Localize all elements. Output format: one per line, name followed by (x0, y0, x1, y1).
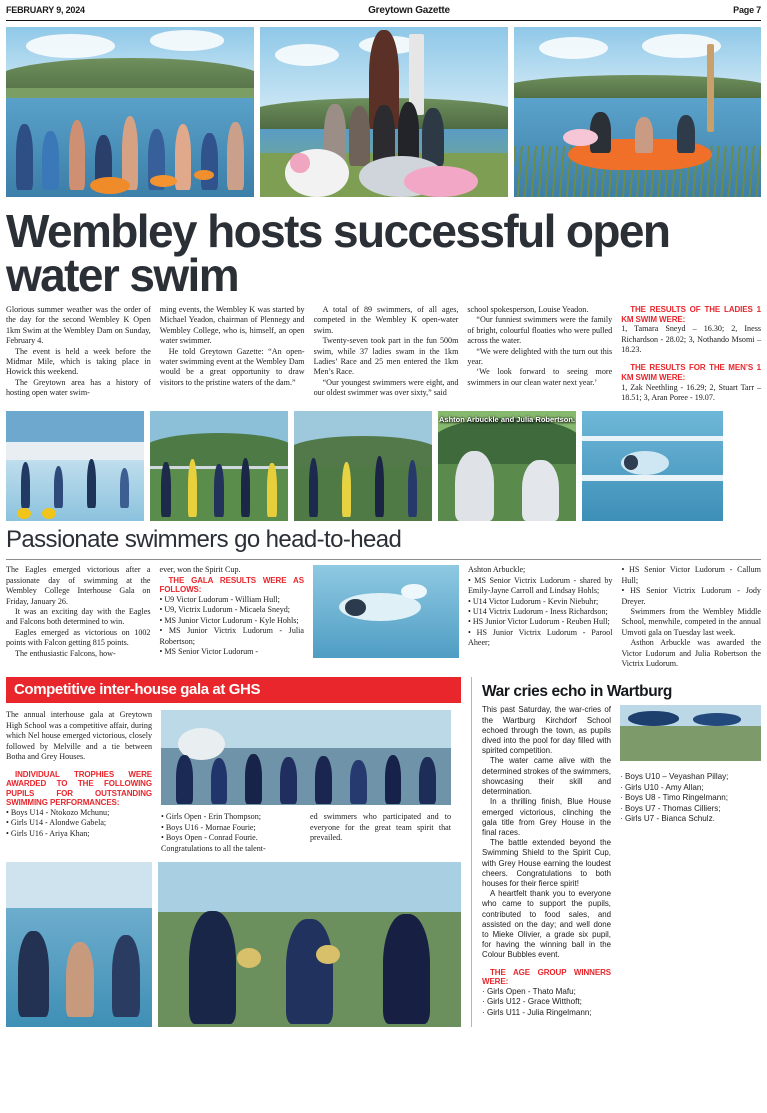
list-item: • U9, Victrix Ludorum - Micaela Sneyd; (159, 605, 291, 615)
main-column-4 (467, 305, 612, 403)
main-article-columns (6, 305, 761, 403)
list-item: · Girls U11 - Julia Ringelmann; (482, 1007, 592, 1017)
paragraph: ming events, the Wembley K was started by Michael Yeadon, chairman of Plennegy and Wembley College, who is, himself, an open water swimmer. (159, 305, 305, 346)
paragraph: The water came alive with the determined strokes of the swimmers, showcasing their skill and determination. (482, 756, 611, 797)
ghs-trophy-list-2 (161, 812, 301, 843)
list-item: · Boys U10 – Veyashan Pillay; (620, 772, 729, 782)
photo-trophy-winners-group (294, 411, 432, 521)
list-item: • HS Junior Victor Ludorum - Reuben Hull; (467, 617, 610, 627)
results-heading-mens: THE RESULTS FOR THE MEN’S 1 KM SWIM WERE: (621, 363, 762, 382)
list-item: • U14 Victrix Ludorum - Iness Richardson; (467, 607, 608, 617)
paragraph: ever, won the Spirit Cup. (159, 565, 241, 575)
photo-two-pupils-outdoors (438, 411, 576, 521)
results-heading-ladies: THE RESULTS OF THE LADIES 1 KM SWIM WERE: (621, 305, 762, 324)
list-item: · Girls U10 - Amy Allan; (620, 782, 704, 792)
list-item: • Boys Open - Conrad Fourie. (161, 833, 258, 843)
paragraph: The enthusiastic Falcons, how- (15, 648, 116, 658)
paragraph: The battle extended beyond the Swimming Shield to the Spirit Cup, with Grey House earning the loudest cheers. Congratulations to both houses for their fierce spirit! (482, 838, 611, 888)
paragraph: “We were delighted with the turn out this year. (467, 346, 613, 367)
gala-results-list-1 (159, 595, 303, 657)
list-item: • HS Senior Victor Ludorum - Callum Hull; (621, 565, 761, 585)
second-column-2 (159, 565, 303, 669)
masthead-page-number: Page 7 (733, 5, 761, 15)
paragraph: “Our funniest swimmers were the family of bright, colourful floaties who were pulled across the water. (467, 315, 613, 346)
list-item: • MS Senior Victrix Ludorum - shared by Emily-Jayne Carroll and Lindsay Hohls; (467, 575, 613, 596)
list-item: • MS Junior Victrix Ludorum - Julia Robertson; (159, 626, 304, 646)
paragraph: Asthon Arbuckle was awarded the Victor Ludorum and Julia Robertson the Victrix Ludorum. (621, 638, 761, 669)
paragraph: “Our youngest swimmers were eight, and our oldest swimmer was over sixty,” said (313, 377, 459, 398)
results-body-ladies: 1, Tamara Sneyd – 16.30; 2, Iness Richardson - 28.02; 3, Nothando Msomi – 18.23. (621, 324, 762, 354)
list-item: · Girls U7 - Bianca Schulz. (620, 814, 715, 824)
photo-paddlers-with-inflatables (260, 27, 508, 197)
main-headline: Wembley hosts successful open water swim (6, 205, 670, 301)
ghs-bottom-photos (6, 862, 461, 1027)
paragraph: A total of 89 swimmers, of all ages, competed in the Wembley K open-water swim. (313, 305, 459, 335)
paragraph: In a thrilling finish, Blue House emerged victorious, clinching the gala title from Grey House in the final races. (482, 797, 611, 837)
list-item: • MS Senior Victor Ludorum - (159, 647, 259, 657)
paragraph: school spokesperson, Louise Yeadon. (467, 305, 589, 314)
results-body-mens: 1, Zak Neethling - 16.29; 2, Stuart Tarr – 18.51; 3, Aran Poree - 19.07. (621, 382, 762, 402)
paragraph: Swimmers from the Wembley Middle School, menwhile, competed in the annual Umvoti gala on Tuesday last week. (621, 607, 761, 637)
photo-trophy-presentation (158, 862, 461, 1027)
second-headline: Passionate swimmers go head-to-head (6, 526, 402, 554)
second-column-5 (621, 565, 761, 669)
masthead-date: FEBRUARY 9, 2024 (6, 5, 85, 15)
photo-swimmers-group-at-dam (6, 27, 254, 197)
wartburg-panel (471, 677, 761, 1027)
photo-swimmers-on-starting-blocks (6, 411, 144, 521)
bottom-section (6, 677, 761, 1027)
paragraph: The event is held a week before the Midmar Mile, which is taking place in Howick this weekend. (6, 346, 151, 377)
masthead-publication: Greytown Gazette (368, 5, 450, 16)
list-item: • Boys U16 - Mornae Fourie; (161, 822, 256, 832)
second-article-columns (6, 565, 761, 669)
photo-gala-team-group (150, 411, 288, 521)
photo-caption-ashton-julia: Ashton Arbuckle and Julia Robertson. (439, 415, 575, 425)
wartburg-headline: War cries echo in Wartburg (482, 683, 672, 701)
ghs-column-1 (6, 710, 152, 854)
photo-swimmer-in-lane-pool (582, 411, 723, 521)
gala-results-list-2 (468, 565, 612, 648)
wartburg-winners-heading: THE AGE GROUP WINNERS WERE: (482, 967, 611, 987)
ghs-trophies-heading: INDIVIDUAL TROPHIES WERE AWARDED TO THE FOLLOWING PUPILS FOR OUTSTANDING SWIMMING PERFORMANCES: (6, 769, 152, 808)
photo-wartburg-gazebo-crowd (620, 705, 761, 761)
list-item: • MS Junior Victor Ludorum - Kyle Hohls; (159, 615, 299, 625)
wartburg-column-1 (482, 705, 611, 1017)
photo-swimmer-freestyle-stroke (313, 565, 459, 658)
second-column-1 (6, 565, 150, 669)
paragraph: Eagles emerged as victorious on 1002 points with Falcon getting 815 points. (6, 627, 151, 648)
paragraph: ‘We look forward to seeing more swimmers in our clean water next year.’ (467, 367, 613, 387)
list-item: · Girls Open - Thato Mafu; (482, 986, 576, 996)
ghs-trophy-list-1 (6, 808, 152, 839)
wartburg-columns (482, 705, 761, 1017)
ghs-panel (6, 677, 461, 1027)
top-photo-strip (6, 27, 761, 197)
mid-photo-strip (6, 411, 761, 521)
main-column-2 (160, 305, 305, 403)
list-item: • Girls U16 - Ariya Khan; (6, 828, 90, 838)
ghs-photo-and-lists (161, 710, 451, 854)
wartburg-winners-list-2 (620, 772, 761, 824)
paragraph: The Greytown area has a history of hosting open water swim- (6, 377, 151, 398)
paragraph: This past Saturday, the war-cries of the Wartburg Kirchdorf School echoed through the town, as pupils dived into the pool for day filled with spirited competition. (482, 705, 611, 756)
photo-ghs-gala-team (161, 710, 451, 805)
main-results-sidebar (621, 305, 761, 403)
list-item: Ashton Arbuckle; (467, 565, 526, 575)
paragraph: A heartfelt thank you to everyone who came to support the pupils, contributed to food sales, and assisted on the day; and well done to Mieke Olivier, a grade six pupil, for having the winning ball in the Colour Bubbles event. (482, 889, 611, 960)
gala-results-list-3 (621, 565, 761, 607)
list-item: • Boys U14 - Ntokozo Mchunu; (6, 807, 110, 817)
list-item: • Girls U14 - Alondwe Gabela; (6, 818, 107, 828)
photo-poolside-pupils (6, 862, 152, 1027)
gala-results-heading: THE GALA RESULTS WERE AS FOLLOWS: (159, 575, 304, 595)
list-item: • HS Junior Victrix Ludorum - Parool Aheer; (467, 627, 613, 648)
main-column-3 (314, 305, 459, 403)
list-item: • U14 Victor Ludorum - Kevin Niebuhr; (467, 596, 599, 606)
paragraph: Glorious summer weather was the order of the day for the second Wembley K Open 1km Swim at the Wembley Dam on Sunday, February 4. (6, 305, 151, 346)
list-item: · Boys U8 - Timo Ringelmann; (620, 793, 728, 803)
list-item: • Girls Open - Erin Thompson; (161, 812, 262, 822)
list-item: · Boys U7 - Thomas Cilliers; (620, 803, 721, 813)
paragraph: ed swimmers who participated and to everyone for the great team spirit that prevailed. (310, 812, 451, 843)
list-item: • HS Senior Victrix Ludorum - Jody Dreyer. (621, 586, 761, 606)
photo-kayak-on-water (514, 27, 761, 197)
divider (6, 559, 761, 560)
paragraph: The annual interhouse gala at Greytown High School was a competitive affair, during which Nel house emerged victorious, closely followed by Melville and a tie between Botha and Grey Houses. (6, 710, 152, 762)
second-column-4 (468, 565, 612, 669)
paragraph: It was an exciting day with the Eagles and Falcons both determined to win. (6, 607, 151, 627)
second-column-3-photo (313, 565, 459, 669)
paragraph: Twenty-seven took part in the fun 500m swim, while 37 ladies swam in the 1km Ladies’ Race and 25 men entered the 1km Men’s Race. (313, 336, 459, 377)
main-column-1 (6, 305, 151, 403)
wartburg-winners-list-1 (482, 987, 611, 1018)
ghs-columns (6, 710, 461, 854)
ghs-banner-headline: Competitive inter-house gala at GHS (6, 677, 461, 703)
paragraph: Congratulations to all the talent- (161, 843, 266, 853)
paragraph: The Eagles emerged victorious after a passionate day of swimming at the Wembley College Interhouse Gala on Friday, January 26. (6, 565, 151, 606)
paragraph: He told Greytown Gazette: “An open-water swimming event at the Wembley Dam would be a great opportunity to draw visitors to the pristine waters of the dam.” (159, 346, 305, 387)
list-item: • U9 Victor Ludorum - William Hull; (159, 595, 280, 604)
masthead (6, 0, 761, 21)
ghs-column-2 (161, 812, 301, 854)
ghs-column-3 (310, 812, 451, 854)
wartburg-column-2 (620, 705, 761, 1017)
list-item: · Girls U12 - Grace Witthoft; (482, 997, 582, 1007)
